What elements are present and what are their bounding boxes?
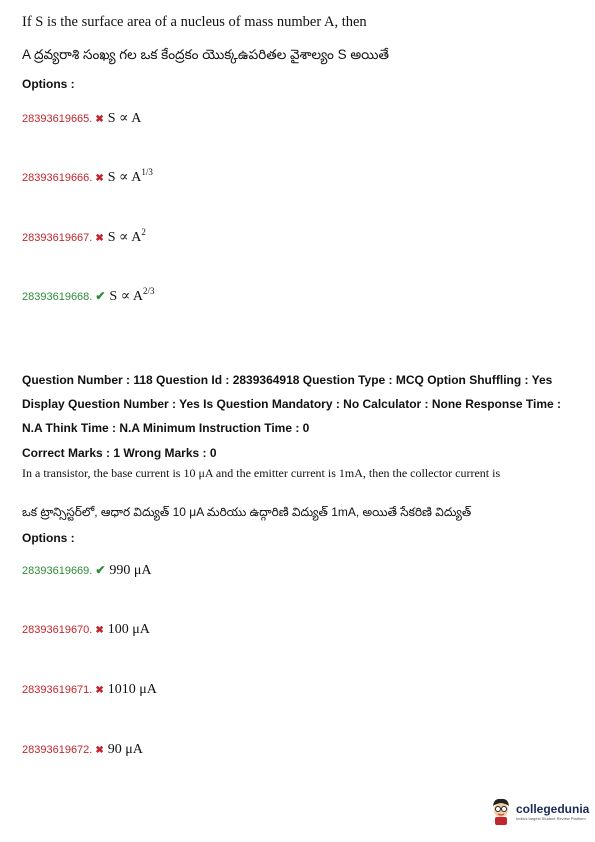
option-id: 28393619665.	[22, 113, 93, 125]
option-expression: S ∝ A	[109, 289, 144, 304]
options-label-2: Options :	[22, 531, 75, 545]
cross-icon: ✖	[95, 114, 104, 125]
option-expression: S ∝ A	[107, 230, 142, 245]
option-row	[22, 563, 152, 579]
option-expression: 990 μA	[109, 563, 152, 578]
option-text	[108, 227, 146, 246]
option-id: 28393619671.	[22, 684, 93, 696]
option-row	[22, 286, 155, 305]
option-text	[108, 108, 142, 127]
option-row	[22, 622, 150, 638]
option-row	[22, 742, 143, 758]
option-text	[108, 742, 143, 758]
question-1-text-te: A ద్రవ్యరాశి సంఖ్య గల ఒక కేంద్రకం యొక్కఉపరితల వైశాల్యం S అయితే	[22, 47, 390, 62]
option-text	[109, 286, 154, 305]
cross-icon: ✖	[95, 625, 104, 636]
option-id: 28393619669.	[22, 565, 93, 577]
option-id: 28393619668.	[22, 291, 93, 303]
option-expression: 90 μA	[107, 742, 143, 757]
question-2-meta: Question Number : 118 Question Id : 2839364918 Question Type : MCQ Option Shuffling : Yes Display Question Number : Yes Is Question Mandatory : No Calculator : None Response Time : N.A Think Time : N.A Minimum Instruction Time : 0	[22, 373, 561, 435]
option-exponent: 2	[141, 227, 146, 237]
options-label-1: Options :	[22, 77, 75, 91]
cross-icon: ✖	[95, 233, 104, 244]
logo-tagline: India's largest Student Review Platform	[516, 815, 586, 821]
mascot-icon	[490, 797, 512, 825]
option-id: 28393619667.	[22, 232, 93, 244]
cross-icon: ✖	[95, 745, 104, 756]
option-expression: S ∝ A	[107, 170, 142, 185]
option-id: 28393619672.	[22, 744, 93, 756]
logo-brand: collegedunia	[516, 801, 590, 816]
option-text	[109, 563, 151, 579]
option-exponent: 2/3	[143, 286, 155, 296]
question-1-text-en: If S is the surface area of a nucleus of mass number A, then	[22, 14, 367, 30]
cross-icon: ✖	[95, 173, 104, 184]
option-row	[22, 682, 157, 698]
cross-icon: ✖	[95, 685, 104, 696]
option-text	[108, 682, 157, 698]
option-exponent: 1/3	[141, 167, 153, 177]
option-row	[22, 108, 141, 127]
collegedunia-logo	[490, 797, 589, 825]
option-text	[108, 622, 150, 638]
question-2-marks: Correct Marks : 1 Wrong Marks : 0	[22, 446, 217, 460]
option-id: 28393619666.	[22, 172, 93, 184]
option-expression: 100 μA	[107, 622, 150, 637]
check-icon: ✔	[95, 563, 106, 577]
option-id: 28393619670.	[22, 624, 93, 636]
check-icon: ✔	[95, 289, 106, 303]
question-2-text-en: In a transistor, the base current is 10 μA and the emitter current is 1mA, then the collector current is	[22, 466, 501, 480]
option-expression: S ∝ A	[107, 111, 142, 126]
option-row	[22, 227, 146, 246]
option-expression: 1010 μA	[107, 682, 157, 697]
option-row	[22, 167, 153, 186]
option-text	[108, 167, 153, 186]
question-2-text-te: ఒక ట్రాన్సిస్టర్‌లో, ఆధార విద్యుత్ 10 μA మరియు ఉద్గారిణి విద్యుత్ 1mA, అయితే సేకరిణి విద్యుత్	[22, 505, 472, 519]
